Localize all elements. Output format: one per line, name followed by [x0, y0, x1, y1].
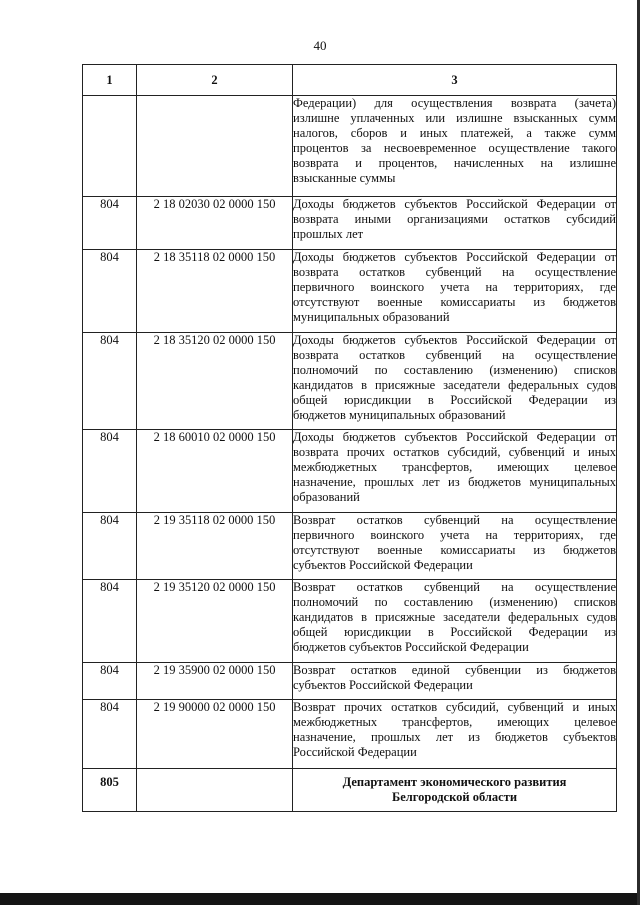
budget-classification-table — [82, 64, 617, 812]
description-line: полномочий по составлению (изменению) списков — [293, 363, 616, 377]
description-line: излишне уплаченных или излишне взысканных сумм — [293, 111, 616, 125]
description-line: Доходы бюджетов субъектов Российской Федерации от — [293, 250, 616, 264]
description-line: первичного воинского учета на территориях, где — [293, 528, 616, 542]
description-line: Российской Федерации — [293, 745, 417, 759]
admin-code-cell: 804 — [83, 700, 137, 769]
admin-code-cell: 804 — [83, 663, 137, 700]
table-row — [83, 513, 617, 580]
department-row — [83, 769, 617, 812]
description-line: Доходы бюджетов субъектов Российской Федерации от — [293, 333, 616, 347]
budget-code-cell: 2 18 60010 02 0000 150 — [137, 430, 293, 513]
admin-code-cell: 804 — [83, 580, 137, 663]
description-line: кандидатов в присяжные заседатели федеральных судов — [293, 378, 616, 392]
description-line: налогов, сборов и иных платежей, а также сумм — [293, 126, 616, 140]
budget-code-cell — [137, 96, 293, 197]
description-cell — [293, 430, 617, 513]
description-line: общей юрисдикции в Российской Федерации из — [293, 625, 616, 639]
description-cell — [293, 580, 617, 663]
table-row — [83, 700, 617, 769]
description-cell — [293, 700, 617, 769]
description-line: возврата прочих остатков субсидий, субвенций и иных — [293, 445, 616, 459]
budget-code-cell: 2 18 02030 02 0000 150 — [137, 197, 293, 250]
description-line: возврата остатков субвенций на осуществление — [293, 348, 616, 362]
description-cell — [293, 250, 617, 333]
description-cell — [293, 769, 617, 812]
description-line: муниципальных образований — [293, 310, 450, 324]
description-line: полномочий по составлению (изменению) списков — [293, 595, 616, 609]
description-line: Доходы бюджетов субъектов Российской Федерации от — [293, 197, 616, 211]
scan-bottom-edge — [0, 893, 640, 905]
description-line: межбюджетных трансфертов, имеющих целевое — [293, 460, 616, 474]
admin-code-cell: 804 — [83, 430, 137, 513]
table-row — [83, 580, 617, 663]
admin-code-cell: 804 — [83, 513, 137, 580]
description-line: Возврат остатков единой субвенции из бюджетов — [293, 663, 616, 677]
description-line: процентов за несвоевременное осуществление такого — [293, 141, 616, 155]
description-line: Департамент экономического развития — [342, 775, 567, 789]
column-header-admin: 1 — [83, 65, 137, 96]
description-line: межбюджетных трансфертов, имеющих целевое — [293, 715, 616, 729]
table-row — [83, 197, 617, 250]
table-row — [83, 333, 617, 430]
description-line: кандидатов в присяжные заседатели федеральных судов — [293, 610, 616, 624]
budget-code-cell: 2 18 35118 02 0000 150 — [137, 250, 293, 333]
description-line: первичного воинского учета на территориях, где — [293, 280, 616, 294]
description-cell — [293, 513, 617, 580]
description-line: Возврат остатков субвенций на осуществление — [293, 513, 616, 527]
admin-code-cell: 804 — [83, 197, 137, 250]
description-cell — [293, 197, 617, 250]
description-line: отсутствуют военные комиссариаты из бюджетов — [293, 295, 616, 309]
description-line: образований — [293, 490, 360, 504]
budget-code-cell: 2 19 35120 02 0000 150 — [137, 580, 293, 663]
description-line: Федерации) для осуществления возврата (зачета) — [293, 96, 616, 110]
description-line: субъектов Российской Федерации — [293, 558, 473, 572]
description-line: Возврат остатков субвенций на осуществление — [293, 580, 616, 594]
description-line: назначение, прошлых лет из бюджетов субъектов — [293, 730, 616, 744]
description-line: взысканные суммы — [293, 171, 396, 185]
column-header-name: 3 — [293, 65, 617, 96]
budget-code-cell: 2 19 35900 02 0000 150 — [137, 663, 293, 700]
description-line: отсутствуют военные комиссариаты из бюджетов — [293, 543, 616, 557]
table-header-row — [83, 65, 617, 96]
table-row — [83, 430, 617, 513]
budget-code-cell: 2 19 35118 02 0000 150 — [137, 513, 293, 580]
description-line: бюджетов субъектов Российской Федерации — [293, 640, 529, 654]
budget-code-cell: 2 18 35120 02 0000 150 — [137, 333, 293, 430]
table-row — [83, 250, 617, 333]
description-line: возврата и процентов, начисленных на излишне — [293, 156, 616, 170]
budget-code-cell — [137, 769, 293, 812]
description-line: возврата иными организациями остатков субсидий — [293, 212, 616, 226]
description-line: Белгородской области — [391, 790, 518, 804]
admin-code-cell — [83, 96, 137, 197]
description-cell — [293, 96, 617, 197]
admin-code-cell: 805 — [83, 769, 137, 812]
description-line: субъектов Российской Федерации — [293, 678, 473, 692]
description-line: прошлых лет — [293, 227, 364, 241]
description-line: Доходы бюджетов субъектов Российской Федерации от — [293, 430, 616, 444]
description-line: общей юрисдикции в Российской Федерации из — [293, 393, 616, 407]
description-cell — [293, 333, 617, 430]
description-line: возврата остатков субвенций на осуществление — [293, 265, 616, 279]
description-line: Возврат прочих остатков субсидий, субвенций и иных — [293, 700, 616, 714]
table-row — [83, 663, 617, 700]
page-number: 40 — [313, 38, 327, 53]
description-line: назначение, прошлых лет из бюджетов муниципальных — [293, 475, 616, 489]
admin-code-cell: 804 — [83, 250, 137, 333]
admin-code-cell: 804 — [83, 333, 137, 430]
description-cell — [293, 663, 617, 700]
column-header-code: 2 — [137, 65, 293, 96]
description-line: бюджетов муниципальных образований — [293, 408, 506, 422]
table-row — [83, 96, 617, 197]
budget-code-cell: 2 19 90000 02 0000 150 — [137, 700, 293, 769]
